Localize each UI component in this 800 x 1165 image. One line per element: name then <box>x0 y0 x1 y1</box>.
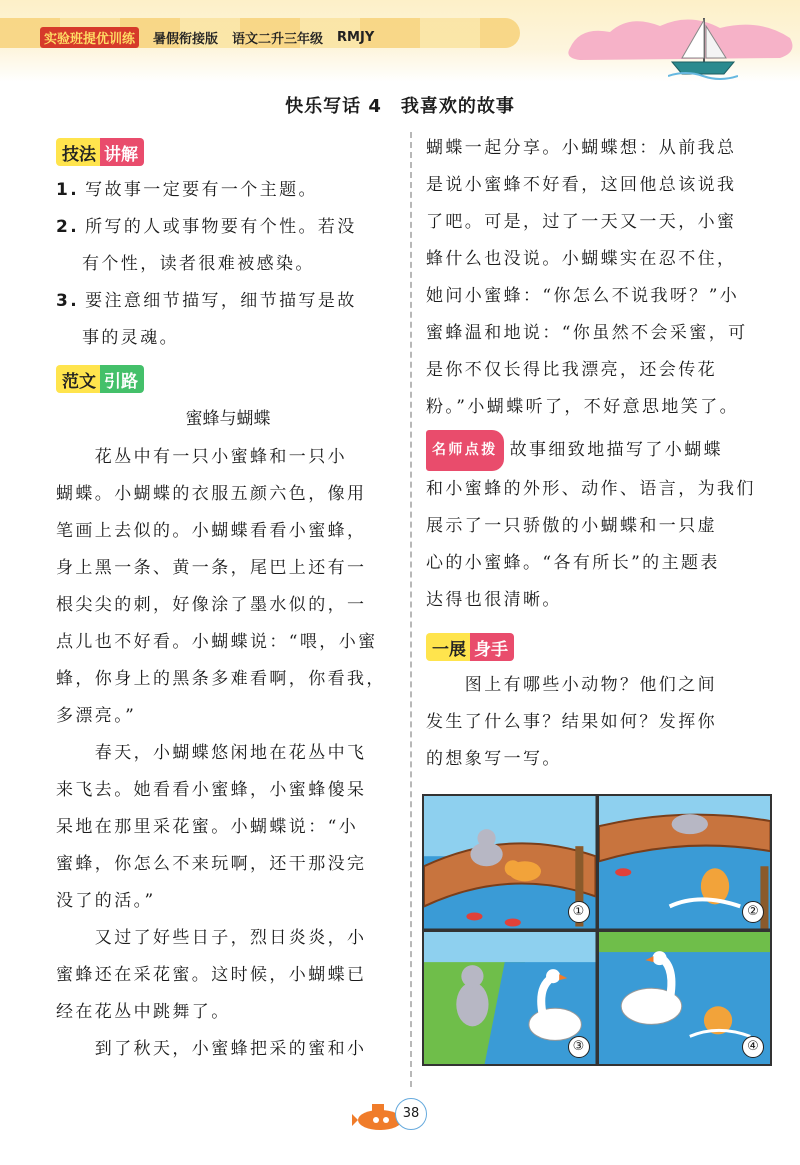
technique-badge-part2: 讲解 <box>100 138 144 166</box>
technique-badge <box>56 138 144 166</box>
comic-panel-1 <box>424 796 596 929</box>
practice-badge-part1: 一展 <box>426 633 470 661</box>
practice-badge-part2: 身手 <box>470 633 514 661</box>
comic-strip <box>422 794 772 1066</box>
text-line: 蜜蜂，你怎么不来玩啊，还干那没完 <box>56 854 367 874</box>
technique-line <box>56 172 400 209</box>
text-line: 经在花丛中跳舞了。 <box>56 1002 231 1022</box>
edition-label: 暑假衔接版 <box>153 32 219 47</box>
sailboat-icon <box>668 14 738 80</box>
right-column <box>426 130 770 778</box>
sample-badge-part1: 范文 <box>56 365 100 393</box>
series-label: 实验班提优训练 <box>40 27 139 48</box>
story-title: 蜜蜂与蝴蝶 <box>185 409 271 429</box>
technique-list <box>56 172 400 357</box>
page-number: 38 <box>395 1098 427 1130</box>
technique-line <box>56 283 400 320</box>
comic-panel-2 <box>599 796 771 929</box>
list-text: 写故事一定要有一个主题。 <box>85 180 318 200</box>
text-line: 呆地在那里采花蜜。小蝴蝶说：“小 <box>56 817 359 837</box>
text-line: 蜂，你身上的黑条多难看啊，你看我， <box>56 669 386 689</box>
text-line: 和小蜜蜂的外形、动作、语言，为我们 <box>426 479 756 499</box>
text-line: 花丛中有一只小蜜蜂和一只小 <box>56 447 347 467</box>
text-line: 蝴蝶。小蝴蝶的衣服五颜六色，像用 <box>56 484 367 504</box>
tip-lines <box>426 471 770 619</box>
list-text: 要注意细节描写，细节描写是故 <box>85 291 357 311</box>
technique-line <box>56 246 400 283</box>
text-line: 蝴蝶一起分享。小蝴蝶想：从前我总 <box>426 138 737 158</box>
text-line: 展示了一只骄傲的小蝴蝶和一只虚 <box>426 516 717 536</box>
text-line: 图上有哪些小动物？他们之间 <box>426 675 717 695</box>
text-line: 多漂亮。” <box>56 706 137 726</box>
text-line: 根尖尖的刺，好像涂了墨水似的，一 <box>56 595 367 615</box>
text-line: 发生了什么事？结果如何？发挥你 <box>426 712 717 732</box>
comic-panel-3 <box>424 932 596 1065</box>
technique-line <box>56 209 400 246</box>
text-line: 达得也很清晰。 <box>426 590 562 610</box>
tip-label: 名师点拨 <box>426 430 504 471</box>
text-line: 蜂什么也没说。小蝴蝶实在忍不住， <box>426 249 737 269</box>
sample-badge <box>56 365 144 393</box>
column-divider <box>410 132 412 1087</box>
text-line: 粉。”小蝴蝶听了，不好意思地笑了。 <box>426 397 739 417</box>
text-line: 是说小蜜蜂不好看，这回他总该说我 <box>426 175 737 195</box>
panel-number: ③ <box>568 1036 590 1058</box>
header-band <box>0 0 800 82</box>
list-text: 所写的人或事物要有个性。若没 <box>85 217 357 237</box>
left-column <box>56 130 400 1068</box>
text-line: 来飞去。她看看小蜜蜂，小蜜蜂傻呆 <box>56 780 367 800</box>
list-number: 2. <box>56 217 80 237</box>
list-number: 3. <box>56 291 80 311</box>
subject-label: 语文二升三年级 <box>232 32 324 47</box>
page-title: 快乐写话 4 我喜欢的故事 <box>285 96 515 117</box>
practice-lines <box>426 667 770 778</box>
text-line: 了吧。可是，过了一天又一天，小蜜 <box>426 212 737 232</box>
panel-number: ② <box>742 901 764 923</box>
text-line: 没了的活。” <box>56 891 156 911</box>
text-line: 的想象写一写。 <box>426 749 562 769</box>
text-line: 身上黑一条、黄一条，尾巴上还有一 <box>56 558 367 578</box>
list-text: 有个性，读者很难被感染。 <box>82 254 315 274</box>
comic-panel-4 <box>599 932 771 1065</box>
text-line: 是你不仅长得比我漂亮，还会传花 <box>426 360 717 380</box>
technique-line <box>56 320 400 357</box>
list-text: 事的灵魂。 <box>82 328 179 348</box>
panel-number: ④ <box>742 1036 764 1058</box>
text-line: 春天，小蝴蝶悠闲地在花丛中飞 <box>56 743 367 763</box>
text-line: 笔画上去似的。小蝴蝶看看小蜜蜂， <box>56 521 367 541</box>
text-line: 心的小蜜蜂。“各有所长”的主题表 <box>426 553 720 573</box>
header-text <box>40 27 374 48</box>
text-line: 她问小蜜蜂：“你怎么不说我呀？”小 <box>426 286 740 306</box>
sample-badge-part2: 引路 <box>100 365 144 393</box>
practice-badge <box>426 633 514 661</box>
text-line: 又过了好些日子，烈日炎炎，小 <box>56 928 367 948</box>
code-label: RMJY <box>337 30 375 45</box>
story-text-right <box>426 130 770 426</box>
text-line: 到了秋天，小蜜蜂把采的蜜和小 <box>56 1039 367 1059</box>
text-line: 点儿也不好看。小蝴蝶说：“喂，小蜜 <box>56 632 378 652</box>
panel-number: ① <box>568 901 590 923</box>
tip-first-line <box>426 430 770 471</box>
text-line: 蜜蜂温和地说：“你虽然不会采蜜，可 <box>426 323 748 343</box>
tip-text: 故事细致地描写了小蝴蝶 <box>509 440 724 460</box>
list-number: 1. <box>56 180 80 200</box>
technique-badge-part1: 技法 <box>56 138 100 166</box>
story-text-left <box>56 439 400 1068</box>
text-line: 蜜蜂还在采花蜜。这时候，小蝴蝶已 <box>56 965 367 985</box>
